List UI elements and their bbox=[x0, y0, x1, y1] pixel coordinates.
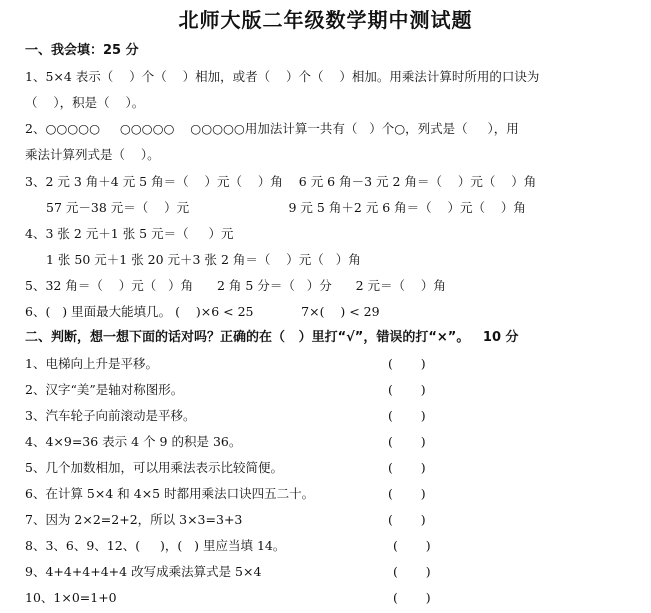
answer-paren-9: ( ) bbox=[393, 564, 431, 579]
page-title: 北师大版二年级数学期中测试题 bbox=[178, 8, 473, 32]
q6-line: 6、( ) 里面最大能填几。 ( )×6 < 25 7×( ) < 29 bbox=[25, 304, 380, 319]
judge-item-9: 9、4+4+4+4+4 改写成乘法算式是 5×4 bbox=[25, 564, 262, 579]
answer-paren-3: ( ) bbox=[388, 408, 426, 423]
section2-heading: 二、判断，想一想下面的话对吗？正确的在（ ）里打“√”，错误的打“×”。 10 分 bbox=[25, 330, 519, 345]
judge-item-8: 8、3、6、9、12、( )，( ) 里应当填 14。 bbox=[25, 538, 286, 553]
judge-item-1: 1、电梯向上升是平移。 bbox=[25, 356, 158, 371]
judge-item-3: 3、汽车轮子向前滚动是平移。 bbox=[25, 408, 196, 423]
judge-item-5: 5、几个加数相加，可以用乘法表示比较简便。 bbox=[25, 460, 283, 475]
judge-item-6: 6、在计算 5×4 和 4×5 时都用乘法口诀四五二十。 bbox=[25, 486, 315, 501]
q2-line2: 乘法计算列式是（ ）。 bbox=[25, 147, 160, 162]
q3-line1: 3、2 元 3 角＋4 元 5 角＝（ ）元（ ）角 6 元 6 角－3 元 2 角＝（ ）元（ ）角 bbox=[25, 174, 537, 189]
answer-paren-6: ( ) bbox=[388, 486, 426, 501]
answer-paren-1: ( ) bbox=[388, 356, 426, 371]
answer-paren-7: ( ) bbox=[388, 512, 426, 527]
answer-paren-5: ( ) bbox=[388, 460, 426, 475]
answer-paren-2: ( ) bbox=[388, 382, 426, 397]
q1-line1: 1、5×4 表示（ ）个（ ）相加，或者（ ）个（ ）相加。用乘法计算时所用的口诀为 bbox=[25, 69, 540, 84]
judge-item-4: 4、4×9=36 表示 4 个 9 的积是 36。 bbox=[25, 434, 242, 449]
q1-line2: （ ），积是（ ）。 bbox=[25, 95, 145, 110]
q4-line1: 4、3 张 2 元＋1 张 5 元＝（ ）元 bbox=[25, 226, 234, 241]
judge-item-10: 10、1×0=1+0 bbox=[25, 590, 117, 605]
judge-item-2: 2、汉字“美”是轴对称图形。 bbox=[25, 382, 184, 397]
answer-paren-4: ( ) bbox=[388, 434, 426, 449]
q4-line2: 1 张 50 元＋1 张 20 元＋3 张 2 角＝（ ）元（ ）角 bbox=[46, 252, 361, 267]
q2-line1: 2、○○○○○ ○○○○○ ○○○○○用加法计算一共有（ ）个○，列式是（ ），用 bbox=[25, 121, 519, 136]
judge-item-7: 7、因为 2×2=2+2，所以 3×3=3+3 bbox=[25, 512, 243, 527]
section1-heading: 一、我会填：25 分 bbox=[25, 43, 139, 58]
q3-line2: 57 元－38 元＝（ ）元 9 元 5 角＋2 元 6 角＝（ ）元（ ）角 bbox=[46, 200, 526, 215]
q5-line: 5、32 角＝（ ）元（ ）角 2 角 5 分＝（ ）分 2 元＝（ ）角 bbox=[25, 278, 446, 293]
answer-paren-10: ( ) bbox=[393, 590, 431, 605]
answer-paren-8: ( ) bbox=[393, 538, 431, 553]
